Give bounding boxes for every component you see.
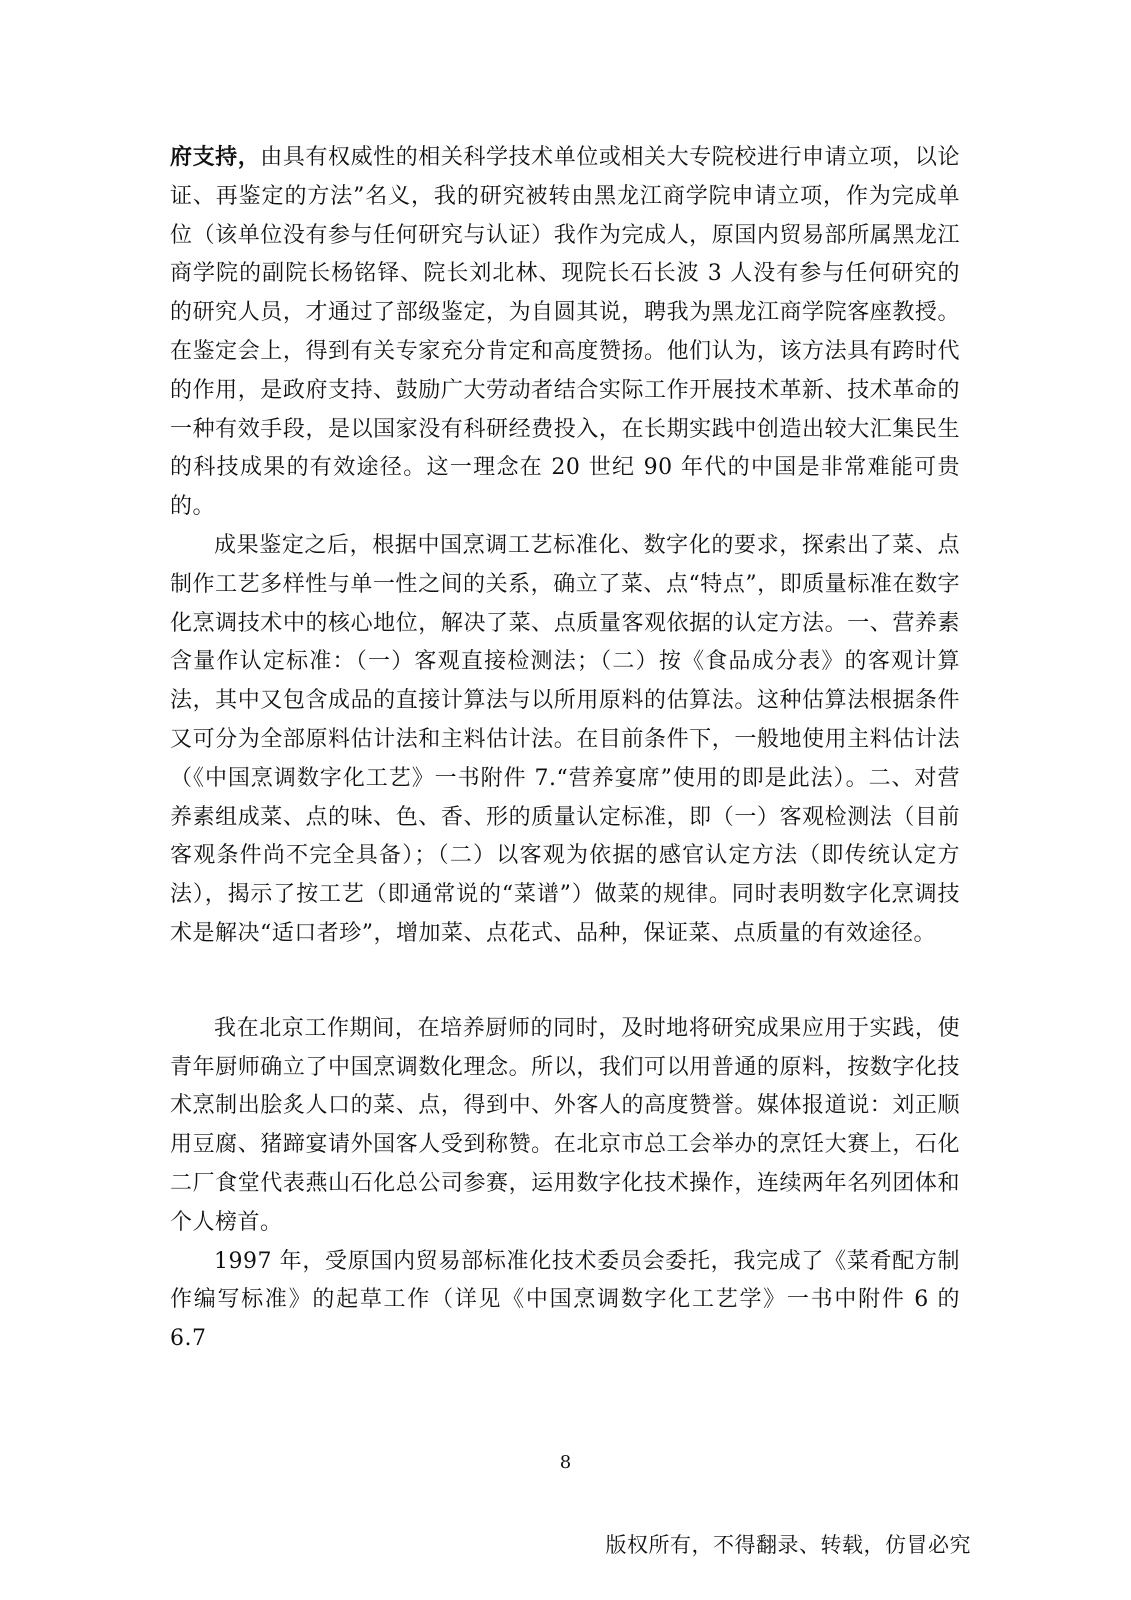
paragraph-2: 成果鉴定之后，根据中国烹调工艺标准化、数字化的要求，探索出了菜、点制作工艺多样性与单一性之间的关系，确立了菜、点“特点”，即质量标准在数字化烹调技术中的核心地位，解决了菜、点质量客观依据的认定方法。一、营养素含量作认定标准：（一）客观直接检测法；（二）按《食品成分表》的客观计算法，其中又包含成品的直接计算法与以所用原料的估算法。这种估算法根据条件又可分为全部原料估计法和主料估计法。在目前条件下，一般地使用主料估计法（《中国烹调数字化工艺》一书附件 7.“营养宴席”使用的即是此法）。二、对营养素组成菜、点的味、色、香、形的质量认定标准，即（一）客观检测法（目前客观条件尚不完全具备）；（二）以客观为依据的感官认定方法（即传统认定方法），揭示了按工艺（即通常说的“菜谱”）做菜的规律。同时表明数字化烹调技术是解决“适口者珍”，增加菜、点花式、品种，保证菜、点质量的有效途径。 xyxy=(170,532,960,946)
copyright-notice: 版权所有，不得翻录、转载，仿冒必究 xyxy=(605,1533,971,1557)
paragraph-1-text: 由具有权威性的相关科学技术单位或相关大专院校进行申请立项，以论证、再鉴定的方法”名义，我的研究被转由黑龙江商学院申请立项，作为完成单位（该单位没有参与任何研究与认证）我作为完成人，原国内贸易部所属黑龙江商学院的副院长杨铭铎、院长刘北林、现院长石长波 3 人没有参与任何研究的的研究人员，才通过了部级鉴定，为自圆其说，聘我为黑龙江商学院客座教授。在鉴定会上，得到有关专家充分肯定和高度赞扬。他们认为，该方法具有跨时代的作用，是政府支持、鼓励广大劳动者结合实际工作开展技术革新、技术革命的一种有效手段，是以国家没有科研经费投入，在长期实践中创造出较大汇集民生的科技成果的有效途径。这一理念在 20 世纪 90 年代的中国是非常难能可贵的。 xyxy=(170,145,960,520)
bold-lead: 府支持， xyxy=(170,144,261,170)
paragraph-3: 我在北京工作期间，在培养厨师的同时，及时地将研究成果应用于实践，使青年厨师确立了中国烹调数化理念。所以，我们可以用普通的原料，按数字化技术烹制出脍炙人口的菜、点，得到中、外客人的高度赞誉。媒体报道说：刘正顺用豆腐、猪蹄宴请外国客人受到称赞。在北京市总工会举办的烹饪大赛上，石化二厂食堂代表燕山石化总公司参赛，运用数字化技术操作，连续两年名列团体和个人榜首。 xyxy=(170,1015,960,1235)
paragraph-spacer xyxy=(170,954,960,1010)
body-text xyxy=(170,138,960,1359)
paragraph-4: 1997 年，受原国内贸易部标准化技术委员会委托，我完成了《菜肴配方制作编写标准》的起草工作（详见《中国烹调数字化工艺学》一书中附件 6 的 6.7 xyxy=(170,1248,960,1352)
page-number: 8 xyxy=(559,1452,572,1473)
paragraph-1 xyxy=(170,138,960,527)
